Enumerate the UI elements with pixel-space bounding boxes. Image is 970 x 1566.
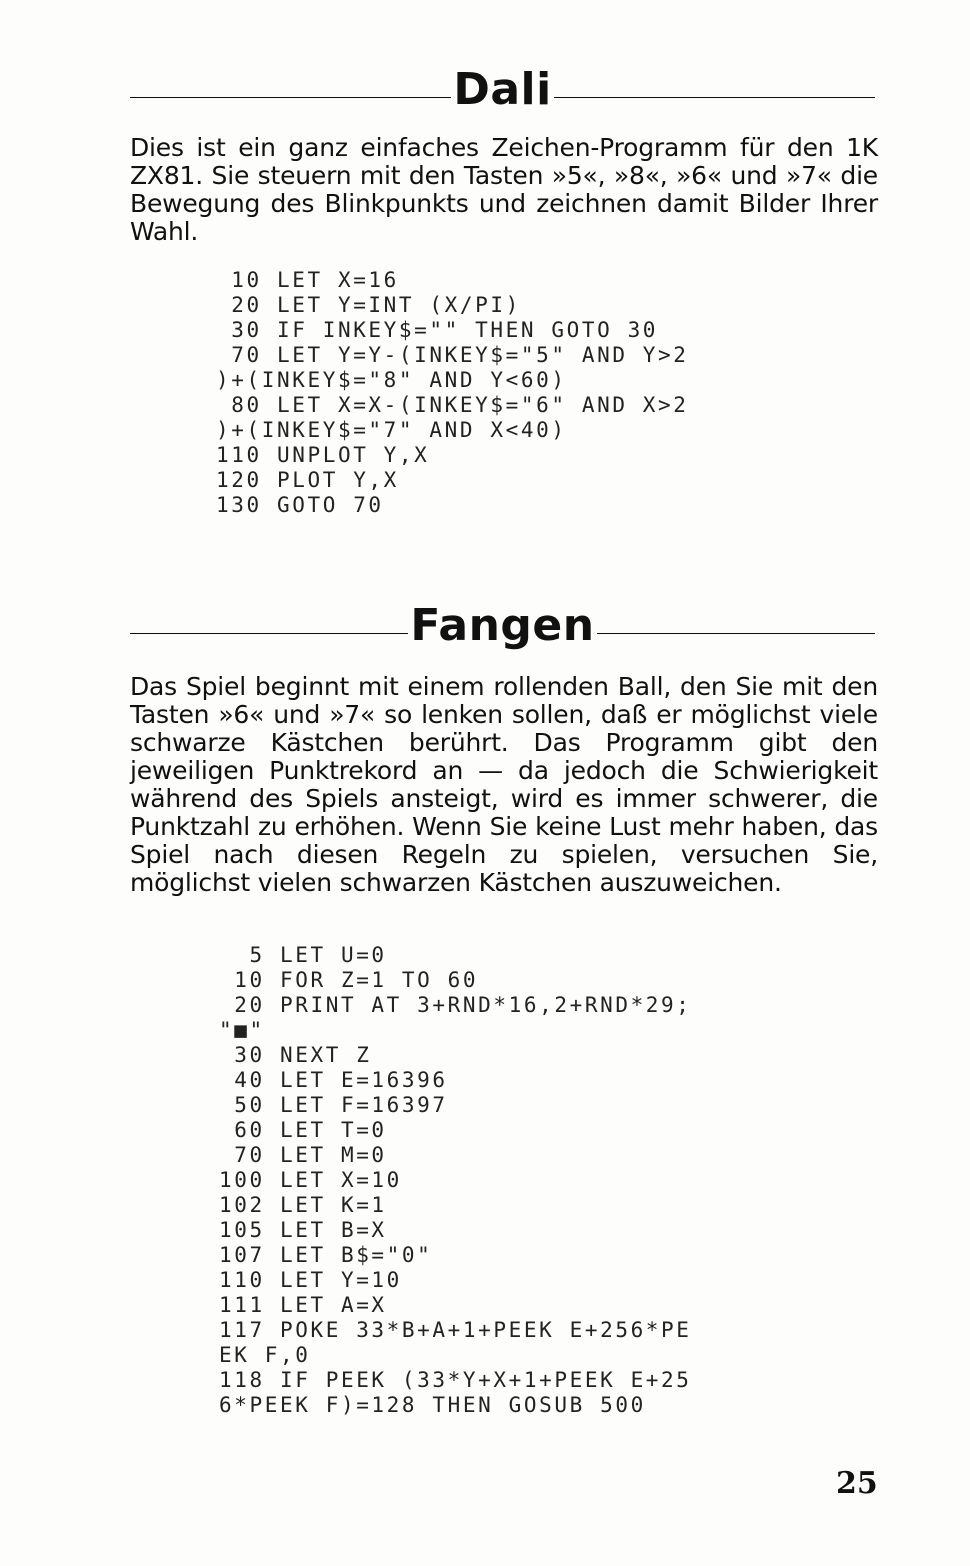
- code-line: )+(INKEY$="8" AND Y<60): [216, 368, 567, 392]
- code-line: 30 IF INKEY$="" THEN GOTO 30: [216, 318, 659, 342]
- code-line: 30 NEXT Z: [219, 1043, 372, 1067]
- code-line: 70 LET Y=Y-(INKEY$="5" AND Y>2: [216, 343, 689, 367]
- code-line: "■": [219, 1018, 265, 1042]
- code-listing-fangen: [219, 943, 692, 1418]
- code-line: 107 LET B$="0": [219, 1243, 433, 1267]
- code-line: 10 LET X=16: [216, 268, 399, 292]
- page-number: 25: [836, 1466, 878, 1501]
- code-line: 40 LET E=16396: [219, 1068, 448, 1092]
- code-line: 118 IF PEEK (33*Y+X+1+PEEK E+25: [219, 1368, 692, 1392]
- header-rule-left: [130, 97, 451, 98]
- code-line: 20 PRINT AT 3+RND*16,2+RND*29;: [219, 993, 692, 1017]
- code-line: 6*PEEK F)=128 THEN GOSUB 500: [219, 1393, 646, 1417]
- code-line: 5 LET U=0: [219, 943, 387, 967]
- code-line: 111 LET A=X: [219, 1293, 387, 1317]
- code-line: 105 LET B=X: [219, 1218, 387, 1242]
- code-line: 120 PLOT Y,X: [216, 468, 399, 492]
- code-line: 70 LET M=0: [219, 1143, 387, 1167]
- code-line: EK F,0: [219, 1343, 311, 1367]
- code-line: 20 LET Y=INT (X/PI): [216, 293, 521, 317]
- code-line: 50 LET F=16397: [219, 1093, 448, 1117]
- code-line: 80 LET X=X-(INKEY$="6" AND X>2: [216, 393, 689, 417]
- section-description: Das Spiel beginnt mit einem rollenden Ball, den Sie mit den Tasten »6« und »7« so lenken sollen, daß er möglichst viele schwarze Kästchen berührt. Das Programm gibt den jeweiligen Punktrekord an — da jedoch die Schwierigkeit während des Spiels ansteigt, wird es immer schwerer, die Punktzahl zu erhöhen. Wenn Sie keine Lust mehr haben, das Spiel nach diesen Regeln zu spielen, versuchen Sie, möglichst vielen schwarzen Kästchen auszuweichen.: [130, 672, 878, 897]
- section-title: Fangen: [410, 600, 595, 651]
- header-rule-right: [554, 97, 875, 98]
- code-line: 117 POKE 33*B+A+1+PEEK E+256*PE: [219, 1318, 692, 1342]
- code-line: 100 LET X=10: [219, 1168, 402, 1192]
- code-line: )+(INKEY$="7" AND X<40): [216, 418, 567, 442]
- code-listing-dali: [216, 268, 689, 518]
- section-title: Dali: [453, 64, 552, 115]
- header-rule-right: [597, 633, 875, 634]
- header-rule-left: [130, 633, 408, 634]
- code-line: 110 UNPLOT Y,X: [216, 443, 430, 467]
- code-line: 110 LET Y=10: [219, 1268, 402, 1292]
- section-description: Dies ist ein ganz einfaches Zeichen-Programm für den 1K ZX81. Sie steuern mit den Tasten »5«, »8«, »6« und »7« die Bewegung des Blinkpunkts und zeichnen damit Bilder Ihrer Wahl.: [130, 133, 878, 246]
- section-header-dali: [130, 64, 875, 115]
- code-line: 130 GOTO 70: [216, 493, 384, 517]
- code-line: 60 LET T=0: [219, 1118, 387, 1142]
- section-header-fangen: [130, 600, 875, 651]
- code-line: 102 LET K=1: [219, 1193, 387, 1217]
- code-line: 10 FOR Z=1 TO 60: [219, 968, 479, 992]
